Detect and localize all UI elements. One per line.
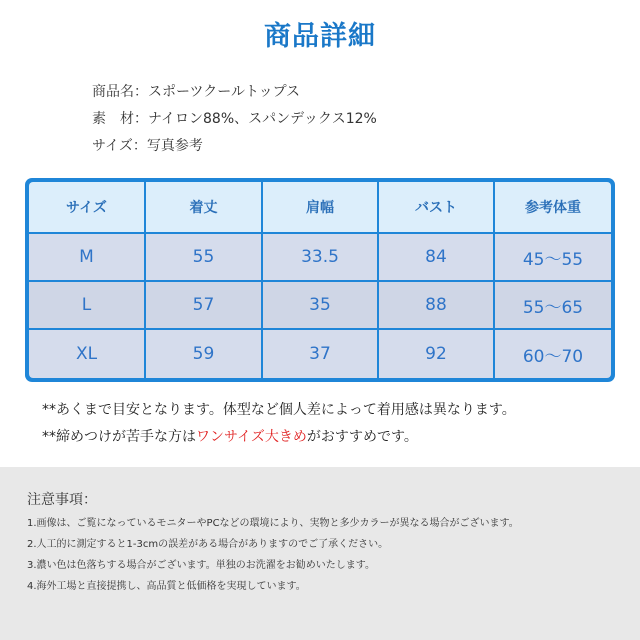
table-cell: 84 [379,234,495,282]
caution-item: 2.人工的に測定すると1-3cmの誤差がある場合がありますのでご了承ください。 [27,539,389,550]
product-material: 素 材：ナイロン88%、スパンデックス12% [92,111,377,127]
note-recommend-highlight: ワンサイズ大きめ [196,429,307,445]
caution-item: 3.濃い色は色落ちする場合がございます。単独のお洗濯をお勧めいたします。 [27,560,375,571]
table-header-cell: バスト [379,182,495,234]
product-info [92,82,377,163]
caution-section [0,467,640,640]
caution-list [27,517,519,601]
product-size: サイズ：写真参考 [92,138,203,154]
table-cell: 35 [263,282,379,330]
table-cell: 55 [146,234,263,282]
caution-title: 注意事項： [27,492,97,508]
table-cell: 59 [146,330,263,378]
table-size-label: M [29,234,146,282]
table-cell: 45～55 [495,234,611,282]
table-size-label: L [29,282,146,330]
caution-item: 1.画像は、ご覧になっているモニターやPCなどの環境により、実物と多少カラーが異なる場合がございます。 [27,518,519,529]
page-title: 商品詳細 [264,21,376,52]
table-cell: 55～65 [495,282,611,330]
size-table [25,178,615,382]
table-cell: 37 [263,330,379,378]
note-recommend-prefix: **締めつけが苦手な方は [42,429,196,445]
table-cell: 60～70 [495,330,611,378]
note-recommend [42,427,516,454]
table-header-cell: サイズ [29,182,146,234]
size-notes [42,400,516,454]
table-header-cell: 参考体重 [495,182,611,234]
product-name: 商品名：スポーツクールトップス [92,84,301,100]
table-header-cell: 着丈 [146,182,263,234]
size-table-grid [29,182,611,378]
table-header-cell: 肩幅 [263,182,379,234]
table-size-label: XL [29,330,146,378]
table-cell: 57 [146,282,263,330]
note-fit: **あくまで目安となります。体型など個人差によって着用感は異なります。 [42,402,516,418]
table-cell: 88 [379,282,495,330]
caution-item: 4.海外工場と直接提携し、高品質と低価格を実現しています。 [27,581,306,592]
table-cell: 33.5 [263,234,379,282]
table-cell: 92 [379,330,495,378]
note-recommend-suffix: がおすすめです。 [306,429,418,445]
